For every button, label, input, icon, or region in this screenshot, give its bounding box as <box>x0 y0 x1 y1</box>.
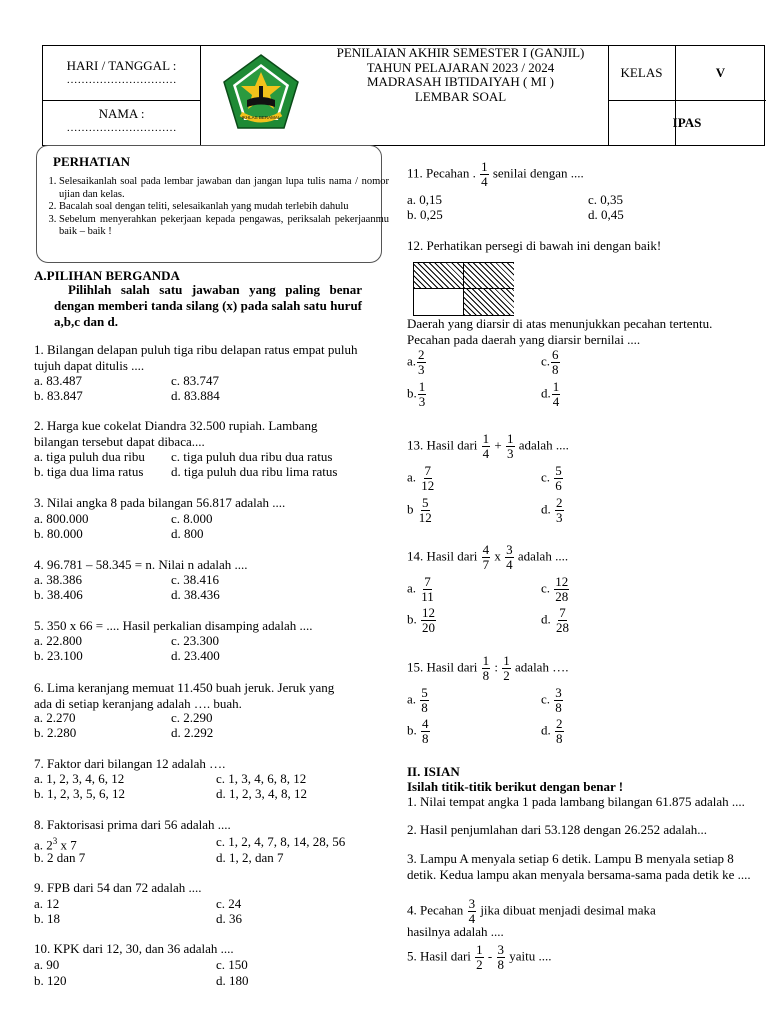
q15-option-b[interactable] <box>407 717 431 746</box>
essay-4-line-2: hasilnya adalah .... <box>407 924 504 939</box>
q8-a-rest: x 7 <box>57 837 77 853</box>
section-b-title: II. ISIAN <box>407 764 460 779</box>
q1-option-d[interactable]: d. 83.884 <box>171 388 220 403</box>
shaded-square-figure <box>413 262 514 316</box>
question-5: 5. 350 x 66 = .... Hasil perkalian disamping adalah .... <box>34 618 313 633</box>
option-letter: d. <box>541 722 551 738</box>
option-letter: b. <box>407 611 417 627</box>
q4-option-c[interactable]: c. 38.416 <box>171 572 220 587</box>
q15-option-a[interactable] <box>407 686 430 715</box>
essay-5 <box>407 943 552 972</box>
unshaded-cell <box>414 289 464 315</box>
q12-option-c[interactable] <box>541 348 561 377</box>
option-letter: a. <box>407 691 417 707</box>
title-line-1: PENILAIAN AKHIR SEMESTER I (GANJIL) <box>336 45 585 60</box>
q8-a-exponent: 3 <box>52 836 58 846</box>
q11-text: 11. Pecahan . <box>407 165 476 181</box>
option-letter: a. <box>407 580 417 596</box>
numerator: 1 <box>507 431 514 446</box>
denominator: 28 <box>556 620 569 635</box>
option-letter: b <box>407 501 414 517</box>
q12-description: Daerah yang diarsir di atas menunjukkan pecahan tertentu. Pecahan pada daerah yang diarsir bernilai .... <box>407 316 713 347</box>
q2-option-a[interactable]: a. tiga puluh dua ribu <box>34 449 145 464</box>
question-11 <box>407 160 584 189</box>
denominator: 2 <box>503 668 510 683</box>
option-letter: a. <box>407 469 417 485</box>
denominator: 20 <box>422 620 435 635</box>
essay-2: 2. Hasil penjumlahan dari 53.128 dengan 26.252 adalah... <box>407 822 708 837</box>
q1-option-c[interactable]: c. 83.747 <box>171 373 220 388</box>
q15-option-c[interactable] <box>541 686 564 715</box>
question-3: 3. Nilai angka 8 pada bilangan 56.817 adalah .... <box>34 495 286 510</box>
numerator: 3 <box>497 942 504 957</box>
option-letter: c. <box>541 353 551 369</box>
q12-option-b[interactable] <box>407 380 427 409</box>
class-value: V <box>715 65 726 80</box>
option-letter: d. <box>541 501 551 517</box>
denominator: 8 <box>421 700 428 715</box>
q9-option-a[interactable]: a. 12 <box>34 896 60 911</box>
option-letter: c. <box>541 469 551 485</box>
essay-5-text: 5. Hasil dari <box>407 948 471 964</box>
option-letter: c. <box>541 580 551 596</box>
q14-option-c[interactable] <box>541 575 570 604</box>
essay-4 <box>407 897 656 926</box>
q6-option-c[interactable]: c. 2.290 <box>171 710 213 725</box>
q10-option-c[interactable]: c. 150 <box>216 957 248 972</box>
denominator: 11 <box>421 589 434 604</box>
option-letter: d. <box>541 385 551 401</box>
numerator: 4 <box>482 542 490 557</box>
q2-option-c[interactable]: c. tiga puluh dua ribu dua ratus <box>171 449 333 464</box>
q4-option-b[interactable]: b. 38.406 <box>34 587 83 602</box>
essay-1: 1. Nilai tempat angka 1 pada lambang bilangan 61.875 adalah .... <box>407 794 745 809</box>
denominator: 3 <box>418 394 426 409</box>
q13-option-a[interactable] <box>407 464 436 493</box>
q1-option-a[interactable]: a. 83.487 <box>34 373 83 388</box>
q11-fraction <box>480 160 489 189</box>
numerator: 1 <box>476 942 483 957</box>
q13-text-end: adalah .... <box>518 437 569 453</box>
q1-option-b[interactable]: b. 83.847 <box>34 388 83 403</box>
denominator: 4 <box>482 446 490 461</box>
q12-option-a[interactable] <box>407 348 427 377</box>
numerator: 7 <box>424 574 431 589</box>
option-letter: b. <box>407 385 417 401</box>
q9-option-d[interactable]: d. 36 <box>216 911 242 926</box>
denominator: 12 <box>421 478 435 493</box>
q14-text: 14. Hasil dari <box>407 548 478 564</box>
numerator: 5 <box>422 495 429 510</box>
shaded-cell <box>414 263 464 289</box>
denominator: 4 <box>506 557 513 572</box>
q3-option-a[interactable]: a. 800.000 <box>34 511 89 526</box>
numerator: 1 <box>482 653 490 668</box>
q6-option-b[interactable]: b. 2.280 <box>34 725 77 740</box>
q14-option-b[interactable] <box>407 606 437 635</box>
q15-option-d[interactable] <box>541 717 565 746</box>
q10-option-a[interactable]: a. 90 <box>34 957 60 972</box>
denominator: 8 <box>482 668 490 683</box>
numerator: 7 <box>559 605 566 620</box>
q6-option-a[interactable]: a. 2.270 <box>34 710 76 725</box>
question-1: 1. Bilangan delapan puluh tiga ribu delapan ratus empat puluh tujuh dapat ditulis .... <box>34 342 358 373</box>
operator: + <box>494 437 502 453</box>
question-6: 6. Lima keranjang memuat 11.450 buah jeruk. Jeruk yang ada di setiap keranjang adalah …. buah. <box>34 680 335 711</box>
question-4: 4. 96.781 – 58.345 = n. Nilai n adalah .... <box>34 557 248 572</box>
logo-text: IKHLAS BERAMAL <box>241 115 281 120</box>
question-10: 10. KPK dari 12, 30, dan 36 adalah .... <box>34 941 234 956</box>
numerator: 4 <box>422 716 429 731</box>
q2-option-d[interactable]: d. tiga puluh dua ribu lima ratus <box>171 464 338 479</box>
question-12: 12. Perhatikan persegi di bawah ini dengan baik! <box>407 238 662 253</box>
q13-option-b[interactable] <box>407 496 434 525</box>
q13-text: 13. Hasil dari <box>407 437 478 453</box>
question-13 <box>407 432 569 461</box>
q5-option-d[interactable]: d. 23.400 <box>171 648 220 663</box>
numerator: 2 <box>556 495 563 510</box>
denominator: 12 <box>418 510 432 525</box>
q8-a-base: a. 2 <box>34 837 53 853</box>
denominator: 4 <box>552 394 560 409</box>
option-letter: d. <box>541 611 551 627</box>
denominator: 8 <box>422 731 429 746</box>
numerator: 3 <box>555 685 562 700</box>
q11-option-d[interactable]: d. 0,45 <box>588 207 624 222</box>
denominator: 8 <box>555 700 562 715</box>
q14-option-d[interactable] <box>541 606 571 635</box>
denominator: 4 <box>481 174 488 189</box>
denominator: 3 <box>507 446 514 461</box>
essay-4-text: 4. Pecahan <box>407 902 464 918</box>
notice-item: 1. Selesaikanlah soal pada lembar jawaban dan jangan lupa tulis nama / nomor ujian dan kelas. <box>59 176 389 201</box>
title-line-2: TAHUN PELAJARAN 2023 / 2024 <box>366 59 555 75</box>
q8-option-c[interactable]: c. 1, 2, 4, 7, 8, 14, 28, 56 <box>216 834 346 849</box>
numerator: 2 <box>418 347 425 362</box>
q7-option-a[interactable]: a. 1, 2, 3, 4, 6, 12 <box>34 771 125 786</box>
name-label: NAMA : <box>98 106 145 121</box>
section-b-instruction: Isilah titik-titik berikut dengan benar ! <box>407 779 624 794</box>
q9-option-c[interactable]: c. 24 <box>216 896 242 911</box>
question-9: 9. FPB dari 54 dan 72 adalah .... <box>34 880 202 895</box>
q14-text-end: adalah .... <box>517 548 569 564</box>
numerator: 3 <box>468 896 476 911</box>
numerator: 2 <box>556 716 563 731</box>
denominator: 7 <box>482 557 490 572</box>
section-a-instruction: Pilihlah salah satu jawaban yang paling benar dengan memberi tanda silang (x) pada salah satu huruf a,b,c dan d. <box>54 282 362 329</box>
exam-title <box>313 46 608 104</box>
q11-option-c[interactable]: c. 0,35 <box>588 192 624 207</box>
numerator: 5 <box>421 685 428 700</box>
numerator: 7 <box>424 463 432 478</box>
operator: : <box>494 659 499 675</box>
numerator: 1 <box>481 159 488 174</box>
denominator: 4 <box>468 911 476 926</box>
notice-item: 3. Sebelum menyerahkan pekerjaan kepada pengawas, periksalah pekerjaanmu baik – baik ! <box>59 214 389 239</box>
q12-option-d[interactable] <box>541 380 561 409</box>
q13-option-d[interactable] <box>541 496 565 525</box>
notice-box <box>36 145 389 263</box>
essay-4-text-end: jika dibuat menjadi desimal maka <box>480 902 656 918</box>
madrasah-logo <box>221 52 301 132</box>
operator: - <box>487 948 493 964</box>
notice-title: PERHATIAN <box>53 154 131 169</box>
q10-option-b[interactable]: b. 120 <box>34 973 67 988</box>
q4-option-a[interactable]: a. 38.386 <box>34 572 83 587</box>
option-letter: a. <box>407 353 417 369</box>
class-label: KELAS <box>620 65 663 80</box>
q3-option-c[interactable]: c. 8.000 <box>171 511 213 526</box>
numerator: 5 <box>555 463 562 478</box>
denominator: 28 <box>555 589 569 604</box>
denominator: 8 <box>556 731 563 746</box>
q8-option-d[interactable]: d. 1, 2, dan 7 <box>216 850 284 865</box>
denominator: 8 <box>552 362 559 377</box>
denominator: 6 <box>555 478 562 493</box>
denominator: 3 <box>418 362 425 377</box>
question-15 <box>407 654 568 683</box>
q10-option-d[interactable]: d. 180 <box>216 973 249 988</box>
q15-text: 15. Hasil dari <box>407 659 478 675</box>
numerator: 1 <box>482 431 490 446</box>
q14-option-a[interactable] <box>407 575 436 604</box>
option-letter: b. <box>407 722 417 738</box>
q3-option-b[interactable]: b. 80.000 <box>34 526 83 541</box>
q2-option-b[interactable]: b. tiga dua lima ratus <box>34 464 144 479</box>
question-14 <box>407 543 568 572</box>
q11-option-a[interactable]: a. 0,15 <box>407 192 443 207</box>
question-7: 7. Faktor dari bilangan 12 adalah …. <box>34 756 226 771</box>
question-2: 2. Harga kue cokelat Diandra 32.500 rupiah. Lambang bilangan tersebut dapat dibaca.... <box>34 418 318 449</box>
notice-item: 2. Bacalah soal dengan teliti, selesaikanlah yang mudah terlebih dahulu <box>59 201 389 214</box>
numerator: 1 <box>552 379 560 394</box>
name-field[interactable]: ………………………… <box>66 122 177 134</box>
title-line-3: MADRASAH IBTIDAIYAH ( MI ) <box>366 74 555 89</box>
q6-option-d[interactable]: d. 2.292 <box>171 725 214 740</box>
shaded-cell <box>464 263 514 289</box>
denominator: 3 <box>556 510 563 525</box>
q7-option-c[interactable]: c. 1, 3, 4, 6, 8, 12 <box>216 771 307 786</box>
numerator: 12 <box>422 605 435 620</box>
subject-label: IPAS <box>672 115 702 130</box>
q13-option-c[interactable] <box>541 464 564 493</box>
essay-3: 3. Lampu A menyala setiap 6 detik. Lampu B menyala setiap 8 detik. Kedua lampu akan menyala bersama-sama pada detik ke .... <box>407 851 751 882</box>
numerator: 6 <box>552 347 559 362</box>
q11-option-b[interactable]: b. 0,25 <box>407 207 443 222</box>
section-a-title: A.PILIHAN BERGANDA <box>34 268 180 283</box>
q4-option-d[interactable]: d. 38.436 <box>171 587 220 602</box>
q7-option-b[interactable]: b. 1, 2, 3, 5, 6, 12 <box>34 786 125 801</box>
q5-option-a[interactable]: a. 22.800 <box>34 633 83 648</box>
essay-5-text-end: yaitu .... <box>509 948 552 964</box>
q8-option-b[interactable]: b. 2 dan 7 <box>34 850 86 865</box>
q5-option-c[interactable]: c. 23.300 <box>171 633 220 648</box>
header-table <box>42 45 765 146</box>
day-date-label: HARI / TANGGAL : <box>66 58 177 73</box>
operator: x <box>494 548 501 564</box>
denominator: 8 <box>497 957 504 972</box>
q5-option-b[interactable]: b. 23.100 <box>34 648 83 663</box>
numerator: 12 <box>555 574 569 589</box>
option-letter: c. <box>541 691 551 707</box>
denominator: 2 <box>476 957 483 972</box>
q11-text-end: senilai dengan .... <box>492 165 584 181</box>
numerator: 1 <box>418 379 426 394</box>
q15-text-end: adalah …. <box>515 659 569 675</box>
q3-option-d[interactable]: d. 800 <box>171 526 204 541</box>
numerator: 3 <box>506 542 513 557</box>
title-line-4: LEMBAR SOAL <box>414 88 507 104</box>
day-date-field[interactable]: ………………………… <box>66 74 177 86</box>
q9-option-b[interactable]: b. 18 <box>34 911 60 926</box>
shaded-cell <box>464 289 514 315</box>
question-8: 8. Faktorisasi prima dari 56 adalah .... <box>34 817 231 832</box>
q7-option-d[interactable]: d. 1, 2, 3, 4, 8, 12 <box>216 786 307 801</box>
numerator: 1 <box>503 653 510 668</box>
